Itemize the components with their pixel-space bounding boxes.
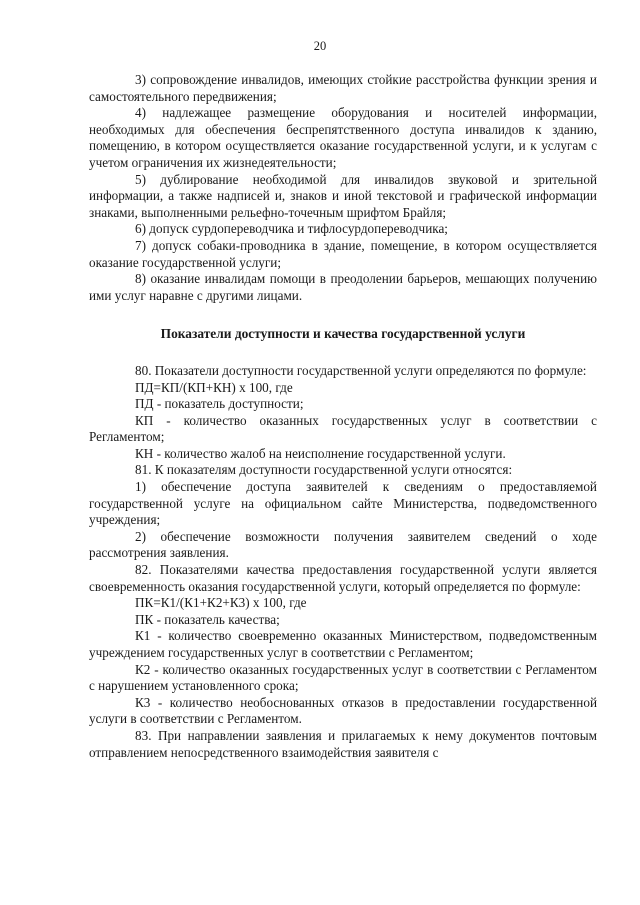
definition: К1 - количество своевременно оказанных Министерством, подведомственным учреждением государственных услуг в соответствии с Регламентом; [89,628,597,660]
list-item: 5) дублирование необходимой для инвалидов звуковой и зрительной информации, а также надписей и, знаков и иной текстовой и графической информации знаками, выполненными рельефно-точечным шрифтом Брайля; [89,171,597,220]
document-body [89,72,597,761]
list-item: 2) обеспечение возможности получения заявителем сведений о ходе рассмотрения заявления. [89,528,597,561]
paragraph: 81. К показателям доступности государственной услуги относятся: [135,462,513,478]
formula: ПД=КП/(КП+КН) х 100, где [135,379,293,395]
definition: ПК - показатель качества; [135,611,280,627]
list-item: 3) сопровождение инвалидов, имеющих стойкие расстройства функции зрения и самостоятельного передвижения; [89,72,597,104]
list-item: 6) допуск сурдопереводчика и тифлосурдопереводчика; [135,221,448,237]
list-item: 8) оказание инвалидам помощи в преодолении барьеров, мешающих получению ими услуг наравне с другими лицами. [89,271,597,303]
definition: К3 - количество необоснованных отказов в предоставлении государственной услуги в соответствии с Регламентом. [89,694,597,727]
paragraph: 82. Показателями качества предоставления государственной услуги является своевременность оказания государственной услуги, который определяется по формуле: [89,562,597,594]
definition: ПД - показатель доступности; [135,396,304,412]
page-number: 20 [313,39,327,53]
paragraph: 80. Показатели доступности государственной услуги определяются по формуле: [135,362,587,378]
list-item: 1) обеспечение доступа заявителей к сведениям о предоставляемой государственной услуге на официальном сайте Министерства, подведомственного учреждения; [89,479,597,528]
list-item: 4) надлежащее размещение оборудования и носителей информации, необходимых для обеспечения беспрепятственного доступа инвалидов к зданию, помещению, в котором осуществляется оказание государственной услуги, и к услугам с учетом ограничения их жизнедеятельности; [89,105,597,170]
section-heading: Показатели доступности и качества государственной услуги [160,326,526,342]
definition: КП - количество оказанных государственных услуг в соответствии с Регламентом; [89,412,597,445]
list-item: 7) допуск собаки-проводника в здание, помещение, в котором осуществляется оказание государственной услуги; [89,237,597,270]
definition: К2 - количество оказанных государственных услуг в соответствии с Регламентом с нарушением установленного срока; [89,661,597,694]
formula: ПК=К1/(К1+К2+К3) х 100, где [135,595,307,611]
definition: КН - количество жалоб на неисполнение государственной услуги. [135,445,506,461]
paragraph: 83. При направлении заявления и прилагаемых к нему документов почтовым отправлением непосредственного взаимодействия заявителя с [89,727,597,760]
